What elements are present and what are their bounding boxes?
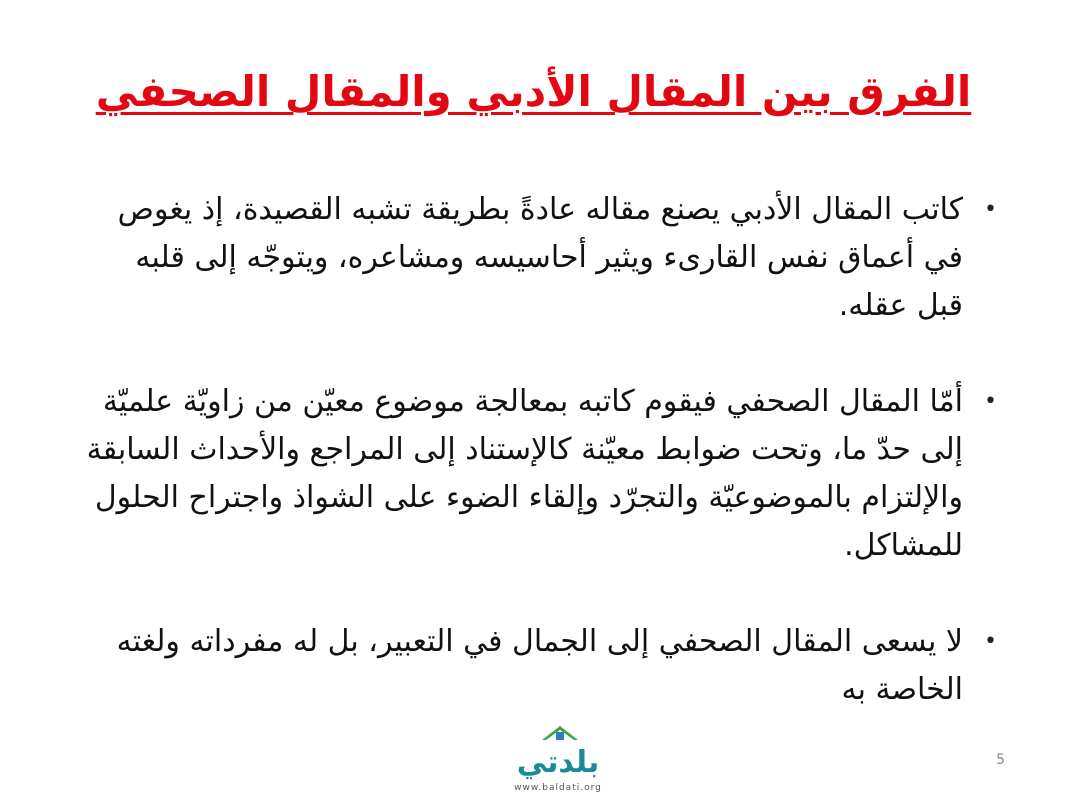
bullet-item [80,378,1005,570]
bullet-item [80,186,1005,330]
bullet-list [80,186,1005,714]
bullet-text: لا يسعى المقال الصحفي إلى الجمال في التعبير، بل له مفرداته ولغته الخاصة به [116,624,963,707]
bullet-icon: • [984,197,997,222]
page-number: 5 [996,752,1005,768]
logo-text: بلدتي [516,745,600,780]
site-logo [498,720,618,795]
bullet-icon: • [984,629,997,654]
bullet-text: أمّا المقال الصحفي فيقوم كاتبه بمعالجة موضوع معيّن من زاويّة علميّة إلى حدّ ما، وتحت ضوابط معيّنة كالإستناد إلى المراجع والأحداث السابقة والإلتزام بالموضوعيّة والتجرّد وإلقاء الضوء على الشواذ واجتراح الحلول للمشاكل. [86,384,963,563]
bullet-item [80,618,1005,714]
bullet-text: كاتب المقال الأدبي يصنع مقاله عادةً بطريقة تشبه القصيدة، إذ يغوص في أعماق نفس القارىء ويثير أحاسيسه ومشاعره، ويتوجّه إلى قلبه قبل عقله. [117,192,963,323]
logo-url: www.baldati.org [514,783,602,793]
bullet-icon: • [984,389,997,414]
slide-title: الفرق بين المقال الأدبي والمقال الصحفي [95,67,972,116]
